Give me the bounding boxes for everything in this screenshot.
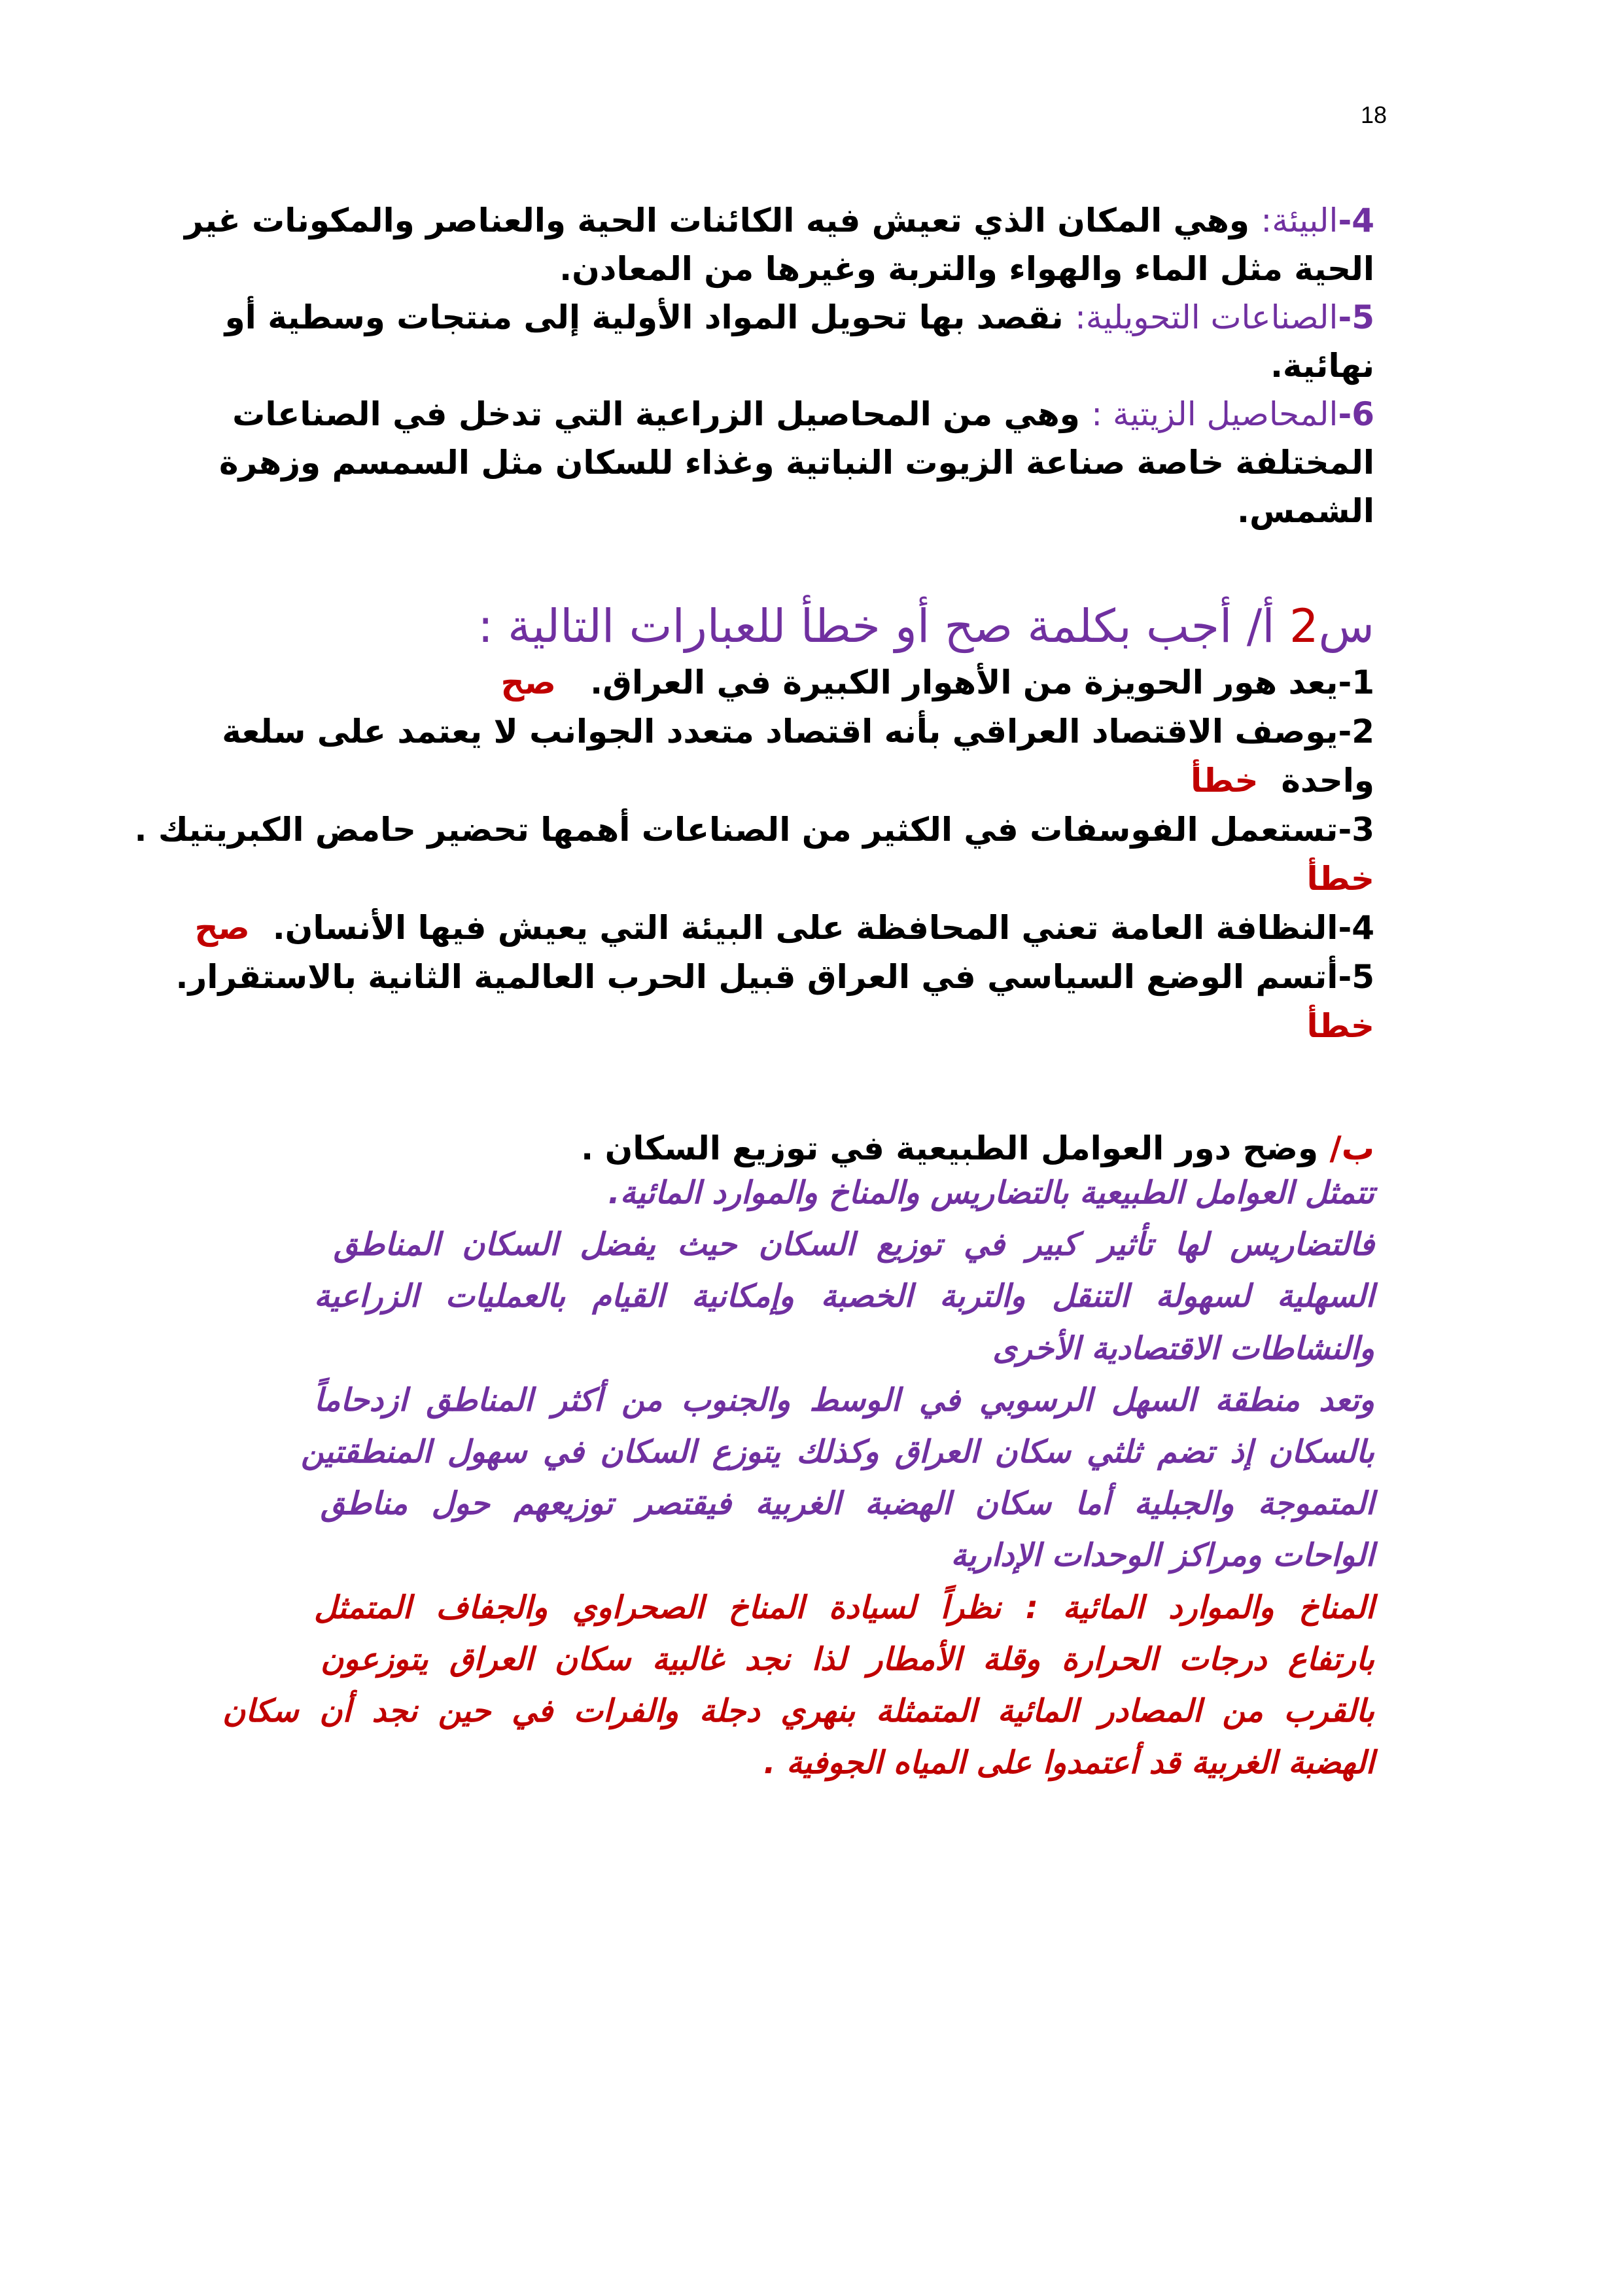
tf-item-2-line-1: 2-يوصف الاقتصاد العراقي بأنه اقتصاد متعدد الجوانب لا يعتمد على سلعة (222, 713, 1374, 751)
definition-4-line-1: 4-البيئة: وهي المكان الذي تعيش فيه الكائنات الحية والعناصر والمكونات غير (184, 202, 1374, 239)
definition-5-line-1: 5-الصناعات التحويلية: نقصد بها تحويل المواد الأولية إلى منتجات وسطية أو (224, 298, 1374, 336)
tf-item-3: 3-تستعمل الفوسفات في الكثير من الصناعات أهمها تحضير حامض الكبريتيك . (134, 811, 1374, 849)
definition-term: المحاصيل الزيتية : (1091, 395, 1338, 433)
definitions (184, 196, 1374, 535)
definition-term: البيئة: (1261, 202, 1338, 239)
tf-item-4: 4-النظافة العامة تعني المحافظة على البيئة التي يعيش فيها الأنسان. صح (194, 909, 1374, 947)
part-b-answer-terrain: تتمثل العوامل الطبيعية بالتضاريس والمناخ والموارد المائية. فالتضاريس لها تأثير كبير في توزيع السكان حيث يفضل السكان المناطق السهلية لسهولة التنقل والتربة الخصبة وإمكانية القيام بالعمليات الزراعية والنشاطات الاقتصادية الأخرى وتعد منطقة السهل الرسوبي في الوسط والجنوب من أكثر المناطق ازدحاماً بالسكان إذ تضم ثلثي سكان العراق وكذلك يتوزع السكان في سهول المنطقتين المتموجة والجبلية أما سكان الهضبة الغربية فيقتصر توزيعهم حول مناطق الواحات ومراكز الوحدات الإدارية (301, 1174, 1374, 1574)
part-b-title: ب/ وضح دور العوامل الطبيعية في توزيع السكان . (581, 1129, 1374, 1167)
page-number: 18 (1361, 101, 1387, 128)
page-content (134, 196, 1375, 1789)
tf-answer: صح (194, 909, 250, 947)
part-b-answer-climate: المناخ والموارد المائية : نظراً لسيادة المناخ الصحراوي والجفاف المتمثل بارتفاع درجات الحرارة وقلة الأمطار لذا نجد غالبية سكان العراق يتوزعون بالقرب من المصادر المائية المتمثلة بنهري دجلة والفرات في حين نجد أن سكان الهضبة الغربية قد أعتمدوا على المياه الجوفية . (222, 1589, 1375, 1782)
tf-answer: خطأ (1306, 860, 1374, 898)
definition-6-line-2: المختلفة خاصة صناعة الزيوت النباتية وغذاء للسكان مثل السمسم وزهرة (218, 444, 1374, 482)
tf-item-2-line-2: واحدة خطأ (1191, 762, 1374, 800)
definition-6-line-3: الشمس. (1237, 492, 1374, 530)
tf-item-5: 5-أتسم الوضع السياسي في العراق قبيل الحرب العالمية الثانية بالاستقرار. (175, 958, 1374, 996)
tf-item-1: 1-يعد هور الحويزة من الأهوار الكبيرة في العراق. صح (500, 663, 1374, 701)
tf-answer: خطأ (1191, 762, 1259, 800)
question-2-title: س2 أ/ أجب بكلمة صح أو خطأ للعبارات التالية : (478, 599, 1374, 653)
definition-6-line-1: 6-المحاصيل الزيتية : وهي من المحاصيل الزراعية التي تدخل في الصناعات (232, 395, 1374, 433)
tf-answer: صح (500, 663, 556, 701)
definition-term: الصناعات التحويلية: (1075, 298, 1338, 336)
definition-5-line-2: نهائية. (1270, 347, 1374, 385)
tf-answer: خطأ (1306, 1007, 1374, 1045)
true-false-list (134, 658, 1374, 1051)
definition-4-line-2: الحية مثل الماء والهواء والتربة وغيرها من المعادن. (559, 250, 1374, 288)
